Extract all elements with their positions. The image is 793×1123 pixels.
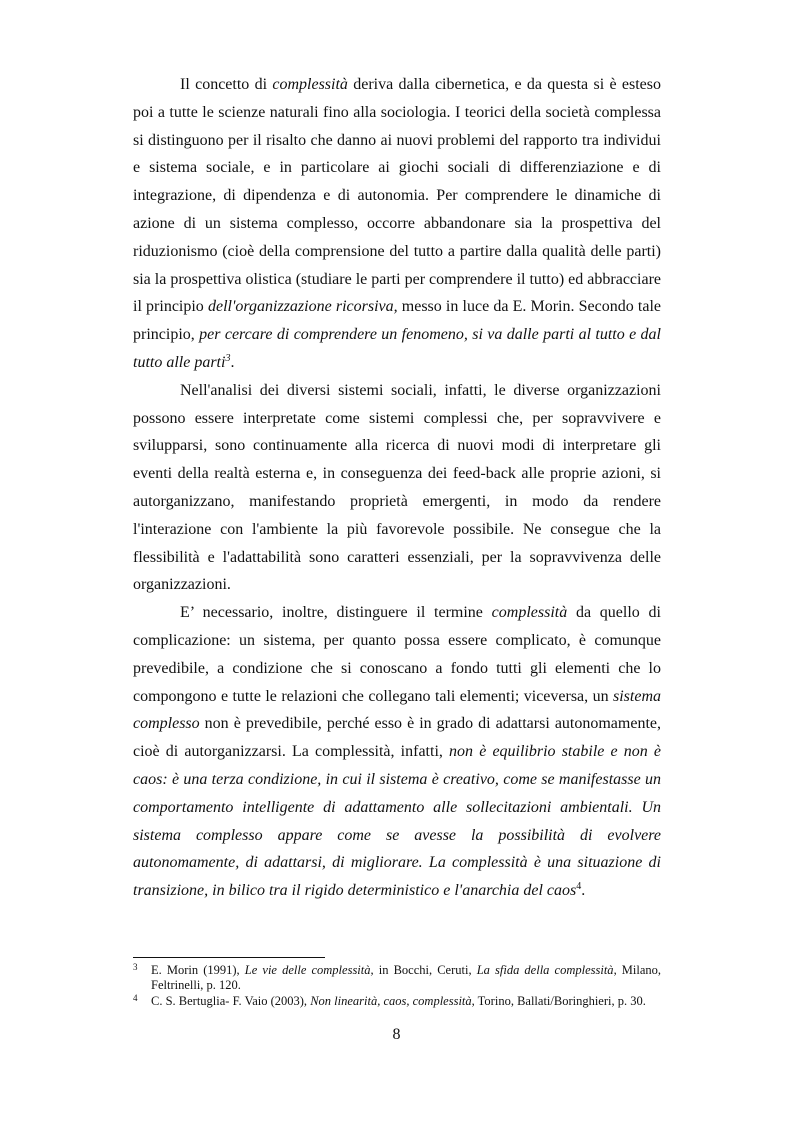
page-number: 8	[392, 1026, 401, 1043]
text-segment: .	[230, 353, 235, 371]
text-segment: dell'organizzazione ricorsiva,	[207, 298, 398, 316]
text-segment: Il concetto di	[180, 76, 273, 93]
text-segment: , Torino, Ballati/Boringhieri, p. 30.	[471, 994, 646, 1008]
paragraph-1	[133, 71, 661, 377]
text-segment: C. S. Bertuglia- F. Vaio (2003),	[151, 994, 311, 1008]
footnote-separator	[133, 957, 325, 958]
text-segment: Nell'analisi dei diversi sistemi sociali, infatti, le diverse organizzazioni possono essere interpretate come sistemi complessi che, per sopravvivere e svilupparsi, sono continuamente alla ricerca di nuovi modi di interpretare gli eventi della realtà esterna e, in conseguenza dei feed-back alle proprie azioni, si autorganizzano, manifestando proprietà emergenti, in modo da rendere l'interazione con l'ambiente la più favorevole possibile. Ne consegue che la flessibilità e l'adattabilità sono caratteri essenziali, per la sopravvivenza delle organizzazioni.	[133, 381, 661, 594]
text-segment: da quello di complicazione: un sistema, per quanto possa essere complicato, è comunque prevedibile, a condizione che si conoscano a fondo tutti gli elementi che lo compongono e tutte le relazioni che collegano tali elementi; viceversa, un	[133, 604, 661, 705]
text-segment: complessità	[491, 604, 568, 622]
footnote-4	[133, 994, 661, 1009]
footnotes	[133, 963, 661, 1010]
text-segment: in Bocchi, Ceruti,	[373, 963, 477, 977]
footnote-text	[151, 963, 661, 992]
text-segment: deriva dalla cibernetica, e da questa si è esteso poi a tutte le scienze naturali fino alla sociologia. I teorici della società complessa si distinguono per il risalto che danno ai nuovi problemi del rapporto tra individui e sistema sociale, e in particolare ai giochi sociali di differenziazione e di integrazione, di dipendenza e di autonomia. Per comprendere le dinamiche di azione di un sistema complesso, occorre abbandonare sia la prospettiva del riduzionismo (cioè della comprensione del tutto a partire dalla qualità delle parti) sia la prospettiva olistica (studiare le parti per comprendere il tutto) ed abbracciare il principio	[133, 76, 661, 316]
footnote-number: 4	[133, 993, 138, 1003]
text-segment: non è prevedibile, perché esso è in grado di adattarsi autonomamente, cioè di autorganizzarsi. La complessità, infatti,	[133, 715, 661, 761]
text-segment: non è equilibrio stabile e non è caos: è una terza condizione, in cui il sistema è creativo, come se manifestasse un comportamento intelligente di adattamento alle sollecitazioni ambientali. Un sistema complesso appare come se avesse la possibilità di evolvere autonomamente, di adattarsi, di migliorare. La complessità è una situazione di transizione, in bilico tra il rigido deterministico e l'anarchia del caos	[133, 743, 662, 900]
footnote-reference: 4	[576, 881, 582, 893]
text-segment: .	[581, 882, 586, 900]
text-segment: complessità	[272, 76, 348, 93]
text-segment: Non linearità, caos, complessità	[310, 994, 472, 1008]
text-segment: sistema complesso	[133, 687, 661, 733]
footnote-3	[133, 963, 661, 993]
text-segment: La sfida della complessità	[476, 963, 614, 977]
footnote-text	[151, 994, 646, 1008]
text-segment: messo in luce da E. Morin. Secondo tale principio,	[133, 298, 662, 344]
text-segment: E. Morin (1991),	[151, 963, 245, 977]
footnote-number: 3	[133, 962, 138, 972]
text-segment: per cercare di comprendere un fenomeno, si va dalle parti al tutto e dal tutto alle parti	[133, 326, 661, 371]
footnote-reference: 3	[225, 352, 231, 364]
text-segment: Le vie delle complessità,	[244, 963, 374, 977]
paragraph-2	[133, 377, 661, 599]
paragraph-3	[133, 599, 661, 905]
body-text	[133, 71, 661, 905]
text-segment: , Milano, Feltrinelli, p. 120.	[151, 963, 662, 992]
text-segment: E’ necessario, inoltre, distinguere il termine	[180, 604, 492, 622]
